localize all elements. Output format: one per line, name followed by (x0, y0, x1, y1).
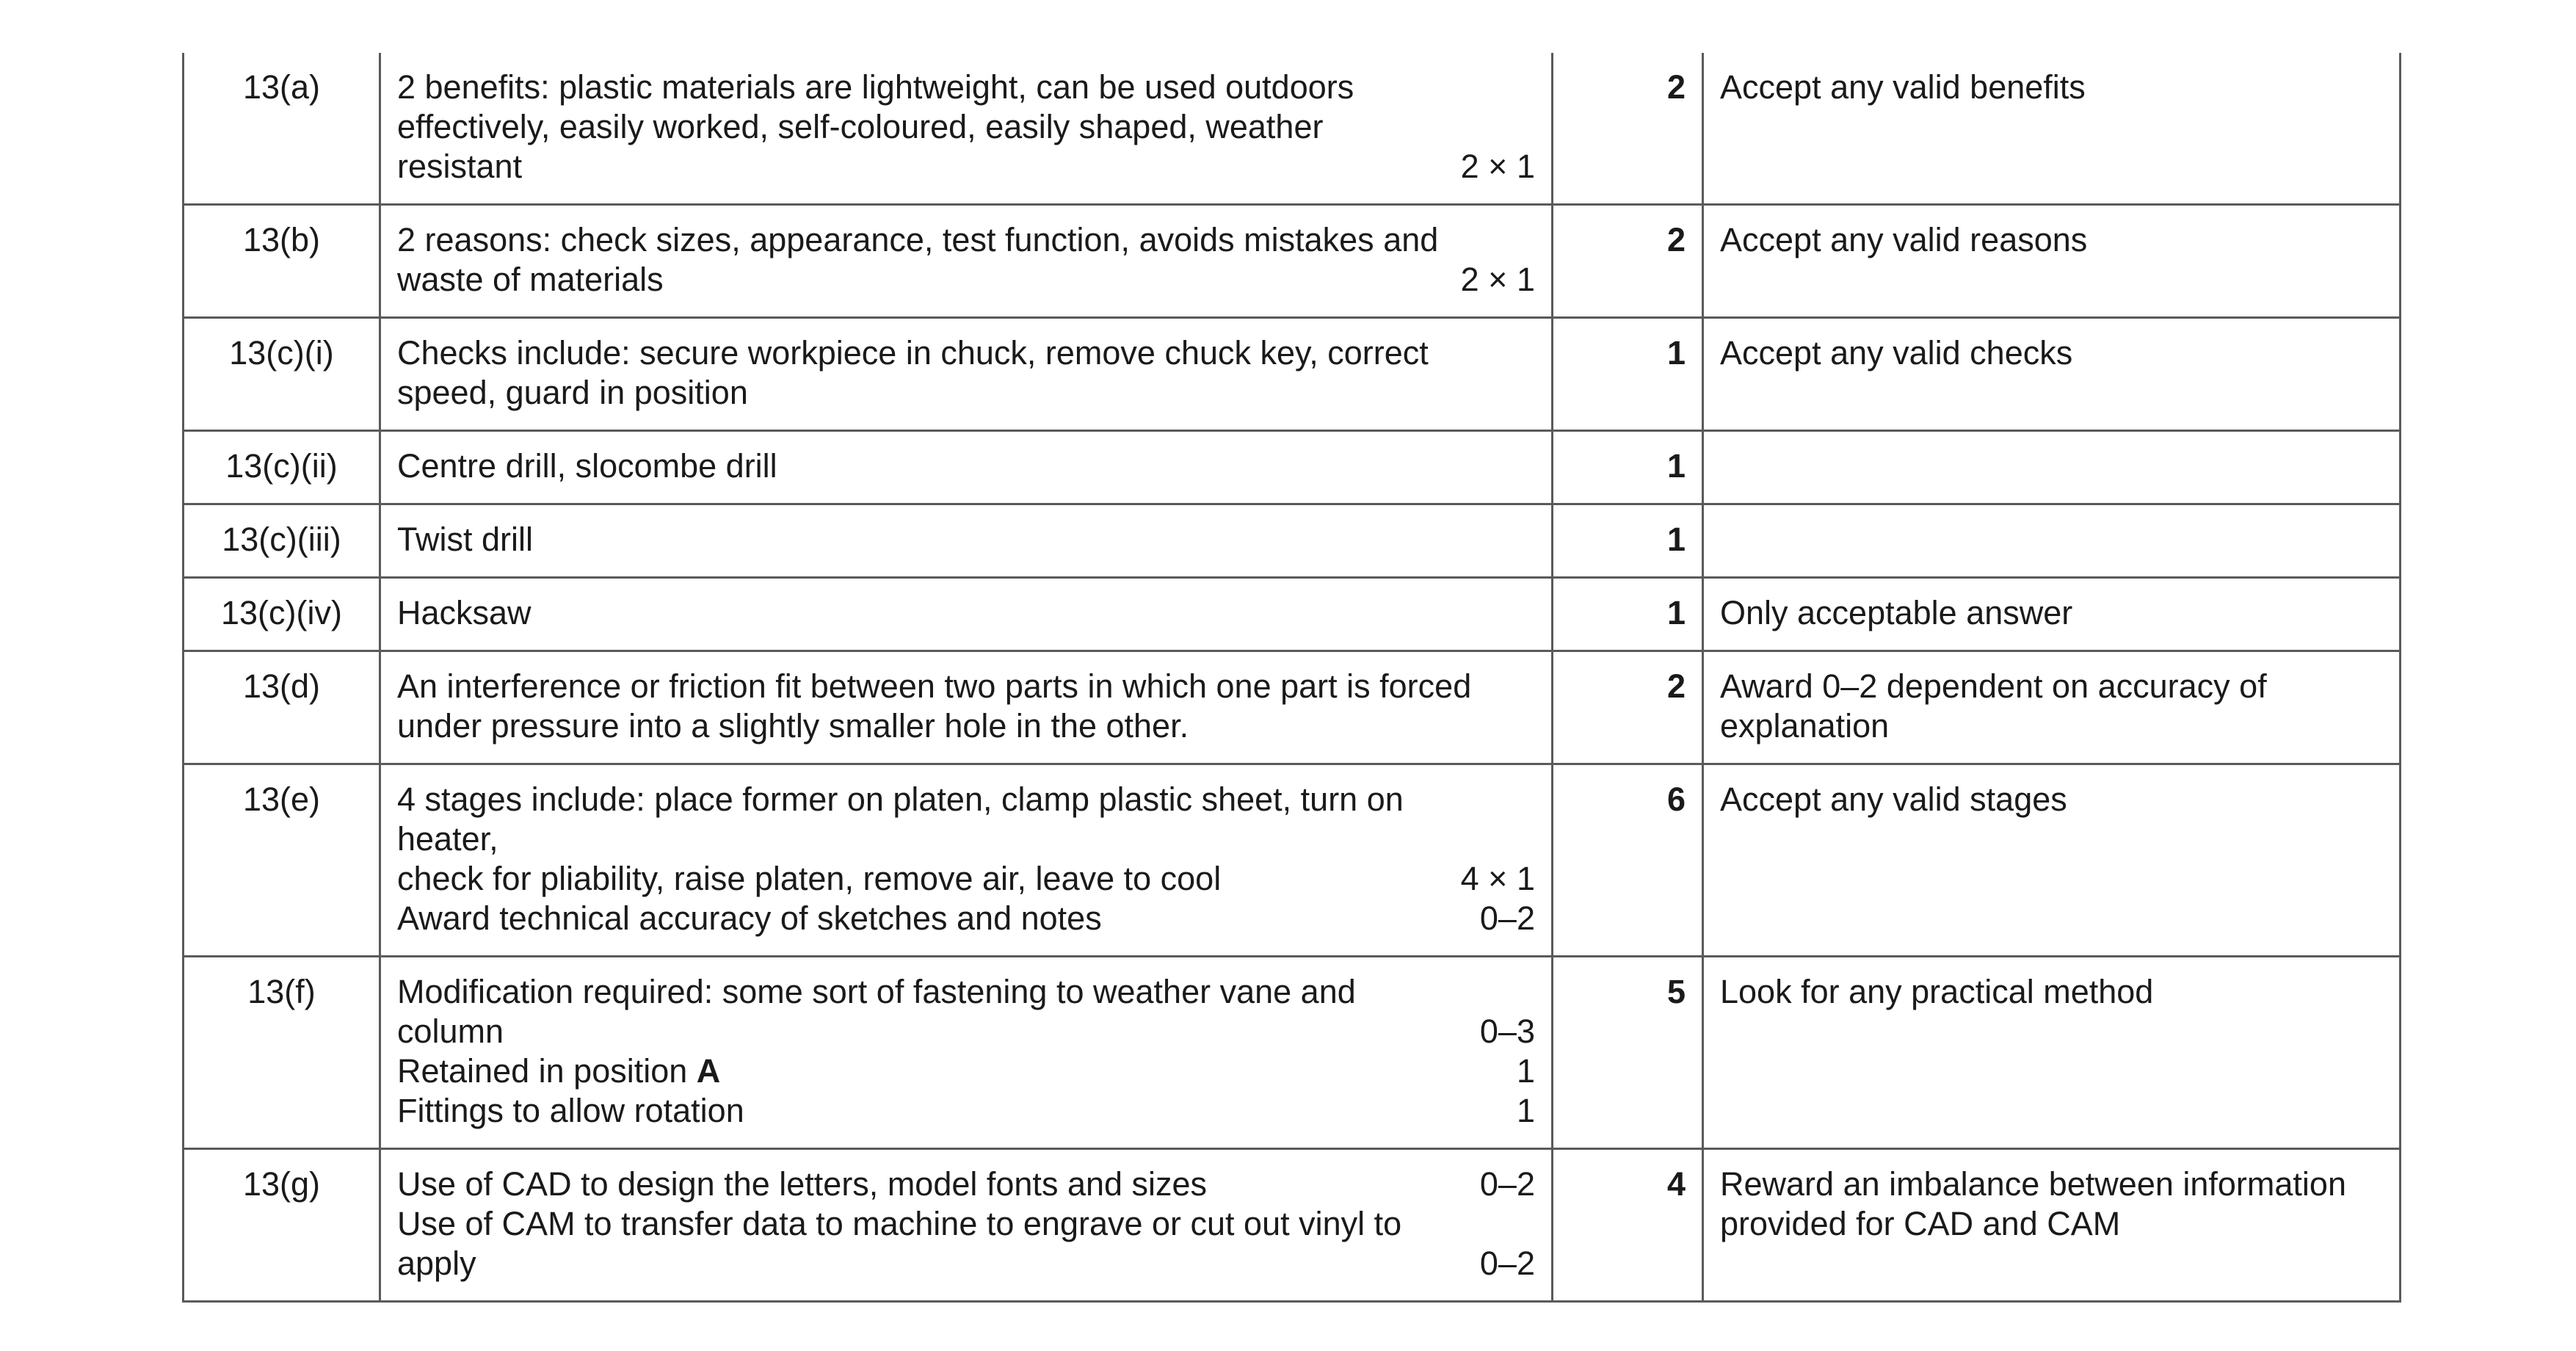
answer-line-text (397, 68, 1506, 107)
answer-line (397, 819, 1535, 859)
answer-line (397, 1244, 1535, 1283)
answer-line-text (397, 706, 1506, 746)
guidance-cell: Accept any valid reasons (1703, 205, 2401, 318)
line-mark: 4 × 1 (1460, 860, 1535, 897)
question-number: 13(e) (184, 764, 380, 957)
answer-text: Use of CAD to design the letters, model fonts and sizes (397, 1165, 1208, 1203)
question-number: 13(d) (184, 651, 380, 764)
guidance-cell: Accept any valid stages (1703, 764, 2401, 957)
mark-scheme-body (184, 53, 2401, 1302)
position-label: A (696, 1052, 721, 1090)
line-mark: 0–2 (1479, 1245, 1535, 1282)
marks-total: 2 (1553, 53, 1703, 205)
answer-line-text (397, 1244, 1451, 1283)
answer-line (397, 972, 1535, 1012)
marks-total: 2 (1553, 651, 1703, 764)
table-row (184, 764, 2401, 957)
question-number: 13(c)(ii) (184, 431, 380, 504)
answer-text: 2 benefits: plastic materials are lightweight, can be used outdoors (397, 68, 1354, 106)
answer-line (397, 107, 1535, 147)
answer-line-text (397, 373, 1506, 413)
line-mark: 0–2 (1479, 899, 1535, 937)
answer-text: Twist drill (397, 521, 534, 558)
answer-text: Centre drill, slocombe drill (397, 447, 777, 485)
answer-line-text (397, 1165, 1451, 1204)
answer-cell (380, 651, 1553, 764)
question-number: 13(c)(i) (184, 318, 380, 431)
answer-text: 4 stages include: place former on platen, clamp plastic sheet, turn on (397, 780, 1404, 818)
answer-line-text (397, 1012, 1451, 1051)
answer-line-text (397, 260, 1432, 300)
guidance-cell: Look for any practical method (1703, 957, 2401, 1149)
guidance-cell: Accept any valid checks (1703, 318, 2401, 431)
answer-line (397, 446, 1535, 486)
answer-line-text (397, 333, 1506, 373)
guidance-cell: Only acceptable answer (1703, 578, 2401, 651)
answer-text: Award technical accuracy of sketches and notes (397, 899, 1102, 937)
answer-line-text (397, 780, 1506, 819)
answer-line-text (397, 107, 1506, 147)
table-row (184, 504, 2401, 578)
answer-line (397, 1091, 1535, 1131)
guidance-cell: Award 0–2 dependent on accuracy of explanation (1703, 651, 2401, 764)
answer-line-text (397, 972, 1506, 1012)
answer-text: resistant (397, 148, 523, 185)
answer-text: under pressure into a slightly smaller hole in the other. (397, 707, 1189, 745)
table-row (184, 578, 2401, 651)
answer-line (397, 593, 1535, 633)
answer-text: column (397, 1013, 504, 1050)
answer-text: Hacksaw (397, 594, 531, 631)
answer-text: effectively, easily worked, self-coloured, easily shaped, weather (397, 108, 1324, 145)
answer-line-text (397, 859, 1432, 899)
answer-line (397, 220, 1535, 260)
marks-total: 1 (1553, 578, 1703, 651)
line-mark: 2 × 1 (1460, 148, 1535, 185)
question-number: 13(c)(iii) (184, 504, 380, 578)
answer-line (397, 706, 1535, 746)
answer-line (397, 780, 1535, 819)
answer-cell (380, 205, 1553, 318)
answer-cell (380, 504, 1553, 578)
line-mark: 0–3 (1479, 1013, 1535, 1050)
answer-line (397, 1204, 1535, 1244)
answer-text: speed, guard in position (397, 374, 748, 411)
question-number: 13(b) (184, 205, 380, 318)
line-mark: 1 (1516, 1092, 1535, 1129)
question-number: 13(f) (184, 957, 380, 1149)
answer-text: An interference or friction fit between two parts in which one part is forced (397, 667, 1472, 705)
answer-cell (380, 957, 1553, 1149)
answer-text: apply (397, 1245, 476, 1282)
answer-line-text (397, 1091, 1487, 1131)
guidance-cell (1703, 431, 2401, 504)
guidance-cell: Reward an imbalance between information provided for CAD and CAM (1703, 1149, 2401, 1302)
answer-text: heater, (397, 820, 498, 858)
answer-cell (380, 318, 1553, 431)
answer-text: Fittings to allow rotation (397, 1092, 744, 1129)
answer-line-text (397, 593, 1506, 633)
answer-line (397, 1165, 1535, 1204)
answer-line (397, 859, 1535, 899)
answer-text: Retained in position (397, 1052, 697, 1090)
answer-line-text (397, 899, 1451, 938)
marks-total: 1 (1553, 504, 1703, 578)
answer-line-text (397, 667, 1506, 706)
table-row (184, 53, 2401, 205)
line-mark: 1 (1516, 1052, 1535, 1090)
line-mark: 2 × 1 (1460, 261, 1535, 298)
answer-text: Modification required: some sort of fastening to weather vane and (397, 973, 1356, 1010)
marks-total: 4 (1553, 1149, 1703, 1302)
answer-line-text (397, 1051, 1487, 1091)
answer-line-text (397, 220, 1506, 260)
answer-cell (380, 431, 1553, 504)
marks-total: 6 (1553, 764, 1703, 957)
answer-text: Checks include: secure workpiece in chuck, remove chuck key, correct (397, 334, 1429, 372)
answer-line-text (397, 520, 1506, 559)
answer-text: Use of CAM to transfer data to machine to engrave or cut out vinyl to (397, 1205, 1402, 1242)
answer-line-text (397, 446, 1506, 486)
mark-scheme-table (182, 53, 2401, 1303)
table-row (184, 431, 2401, 504)
marks-total: 5 (1553, 957, 1703, 1149)
guidance-cell (1703, 504, 2401, 578)
answer-line (397, 667, 1535, 706)
answer-line (397, 147, 1535, 186)
question-number: 13(g) (184, 1149, 380, 1302)
answer-line (397, 373, 1535, 413)
table-row (184, 205, 2401, 318)
answer-line (397, 1012, 1535, 1051)
answer-cell (380, 764, 1553, 957)
answer-cell (380, 578, 1553, 651)
answer-line (397, 1051, 1535, 1091)
answer-cell (380, 1149, 1553, 1302)
marks-total: 1 (1553, 318, 1703, 431)
table-row (184, 957, 2401, 1149)
answer-cell (380, 53, 1553, 205)
table-row (184, 651, 2401, 764)
answer-line (397, 520, 1535, 559)
guidance-cell: Accept any valid benefits (1703, 53, 2401, 205)
question-number: 13(c)(iv) (184, 578, 380, 651)
answer-text: check for pliability, raise platen, remove air, leave to cool (397, 860, 1222, 897)
answer-line (397, 333, 1535, 373)
answer-line-text (397, 147, 1432, 186)
answer-text: 2 reasons: check sizes, appearance, test function, avoids mistakes and (397, 221, 1439, 258)
answer-line (397, 899, 1535, 938)
marks-total: 2 (1553, 205, 1703, 318)
marks-total: 1 (1553, 431, 1703, 504)
answer-text: waste of materials (397, 261, 664, 298)
answer-line-text (397, 819, 1506, 859)
answer-line (397, 260, 1535, 300)
answer-line-text (397, 1204, 1506, 1244)
line-mark: 0–2 (1479, 1165, 1535, 1203)
table-row (184, 318, 2401, 431)
answer-line (397, 68, 1535, 107)
table-row (184, 1149, 2401, 1302)
question-number: 13(a) (184, 53, 380, 205)
